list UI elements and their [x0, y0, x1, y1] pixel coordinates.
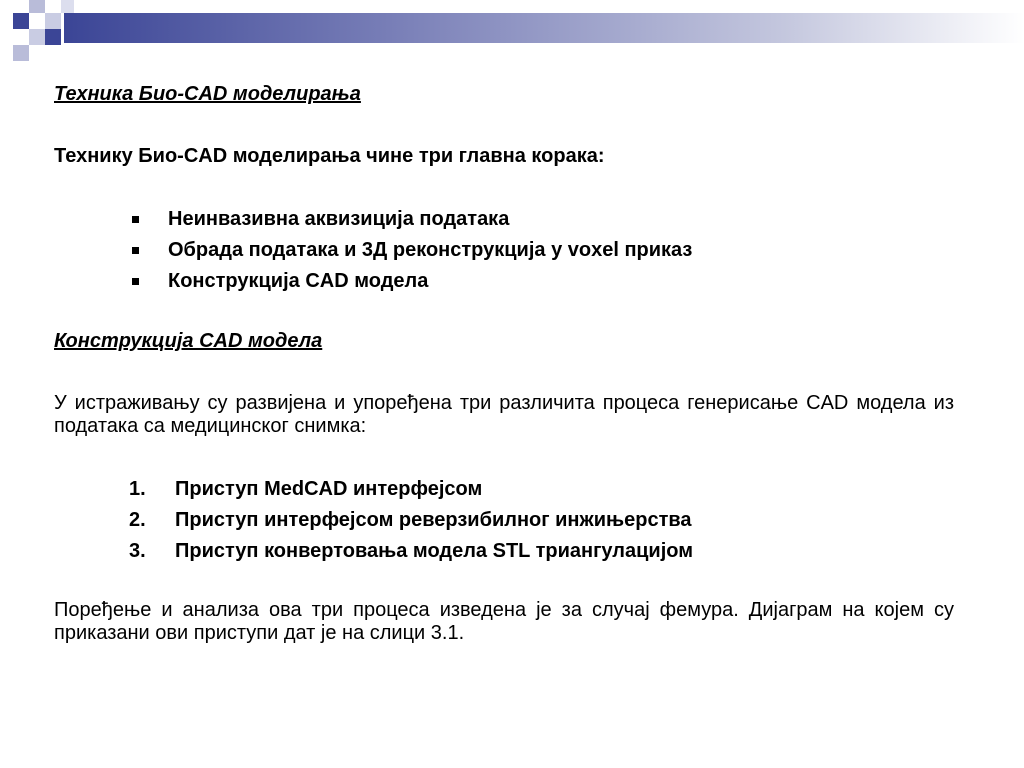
- deco-square: [13, 45, 29, 61]
- deco-square: [13, 13, 29, 29]
- list-item: Неинвазивна аквизиција података: [132, 204, 692, 235]
- deco-square: [45, 13, 61, 29]
- gradient-band: [64, 13, 1024, 43]
- deco-square: [29, 29, 45, 45]
- section-heading: Конструкција CAD модела: [54, 330, 323, 352]
- slide-decoration: [0, 0, 1024, 62]
- steps-list: [132, 204, 692, 297]
- deco-square: [61, 0, 74, 13]
- approaches-list: [129, 474, 693, 567]
- section-heading: Техника Био-CAD моделирања: [54, 83, 361, 105]
- list-item: Обрада података и 3Д реконструкција у voxel приказ: [132, 235, 692, 266]
- bullet-square-icon: [132, 216, 139, 223]
- body-paragraph: У истраживању су развијена и упоређена три различита процеса генерисање CAD модела из података са медицинског снимка:: [54, 392, 954, 437]
- bullet-square-icon: [132, 247, 139, 254]
- list-item: 1. Приступ MedCAD интерфејсом: [129, 478, 483, 500]
- list-item: Конструкција CAD модела: [132, 266, 692, 297]
- body-paragraph: Поређење и анализа ова три процеса изведена је за случај фемура. Дијаграм на којем су приказани ови приступи дат је на слици 3.1.: [54, 599, 954, 644]
- bullet-square-icon: [132, 278, 139, 285]
- list-item: 2. Приступ интерфејсом реверзибилног инжињерства: [129, 509, 692, 531]
- deco-square: [45, 29, 61, 45]
- list-item: 3. Приступ конвертовања модела STL триангулацијом: [129, 540, 693, 562]
- intro-text: Технику Био-CAD моделирања чине три главна корака:: [54, 145, 605, 167]
- deco-square: [29, 0, 45, 13]
